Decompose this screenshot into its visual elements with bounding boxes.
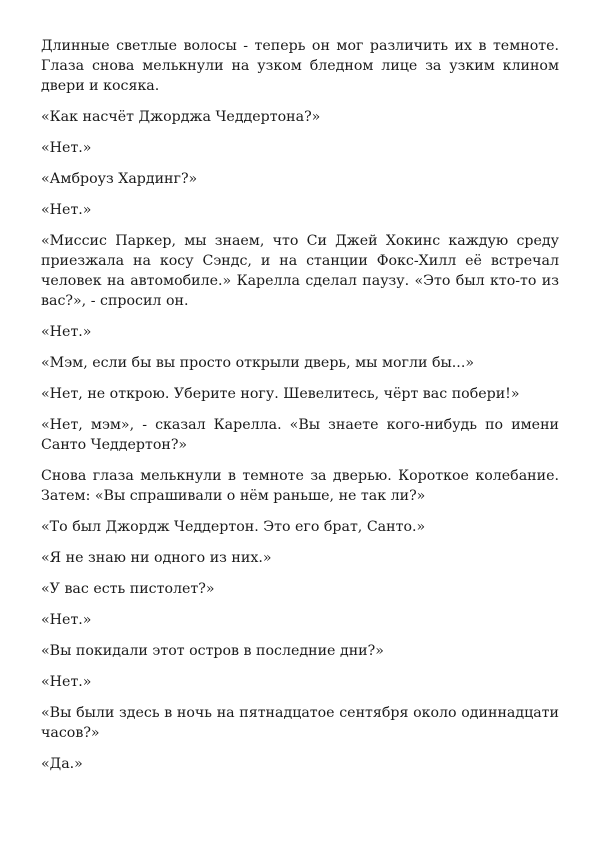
paragraph-4: «Амброуз Хардинг?» [41, 171, 198, 187]
paragraph-10: «Нет, мэм», - сказал Карелла. «Вы знаете кого-нибудь по имени Санто Чеддертон?» [41, 417, 559, 453]
paragraph-2: «Как насчёт Джорджа Чеддертона?» [41, 109, 321, 125]
paragraph-12: «То был Джордж Чеддертон. Это его брат, Санто.» [41, 519, 426, 535]
paragraph-18: «Вы были здесь в ночь на пятнадцатое сентября около одиннадцати часов?» [41, 705, 559, 741]
paragraph-3: «Нет.» [41, 140, 92, 156]
paragraph-15: «Нет.» [41, 612, 92, 628]
paragraph-14: «У вас есть пистолет?» [41, 581, 215, 597]
paragraph-5: «Нет.» [41, 202, 92, 218]
paragraph-13: «Я не знаю ни одного из них.» [41, 550, 272, 566]
paragraph-9: «Нет, не открою. Уберите ногу. Шевелитесь, чёрт вас побери!» [41, 386, 520, 402]
paragraph-19: «Да.» [41, 756, 83, 772]
paragraph-16: «Вы покидали этот остров в последние дни?» [41, 643, 384, 659]
paragraph-17: «Нет.» [41, 674, 92, 690]
document-page [41, 36, 559, 785]
paragraph-8: «Мэм, если бы вы просто открыли дверь, мы могли бы...» [41, 355, 475, 371]
paragraph-7: «Нет.» [41, 324, 92, 340]
paragraph-6: «Миссис Паркер, мы знаем, что Си Джей Хокинс каждую среду приезжала на косу Сэндс, и на станции Фокс-Хилл её встречал человек на автомобиле.» Карелла сделал паузу. «Это был кто-то из вас?», - спросил он. [41, 233, 559, 309]
paragraph-11: Снова глаза мелькнули в темноте за дверью. Короткое колебание. Затем: «Вы спрашивали о нём раньше, не так ли?» [41, 468, 559, 504]
paragraph-1: Длинные светлые волосы - теперь он мог различить их в темноте. Глаза снова мелькнули на узком бледном лице за узким клином двери и косяка. [41, 38, 559, 94]
